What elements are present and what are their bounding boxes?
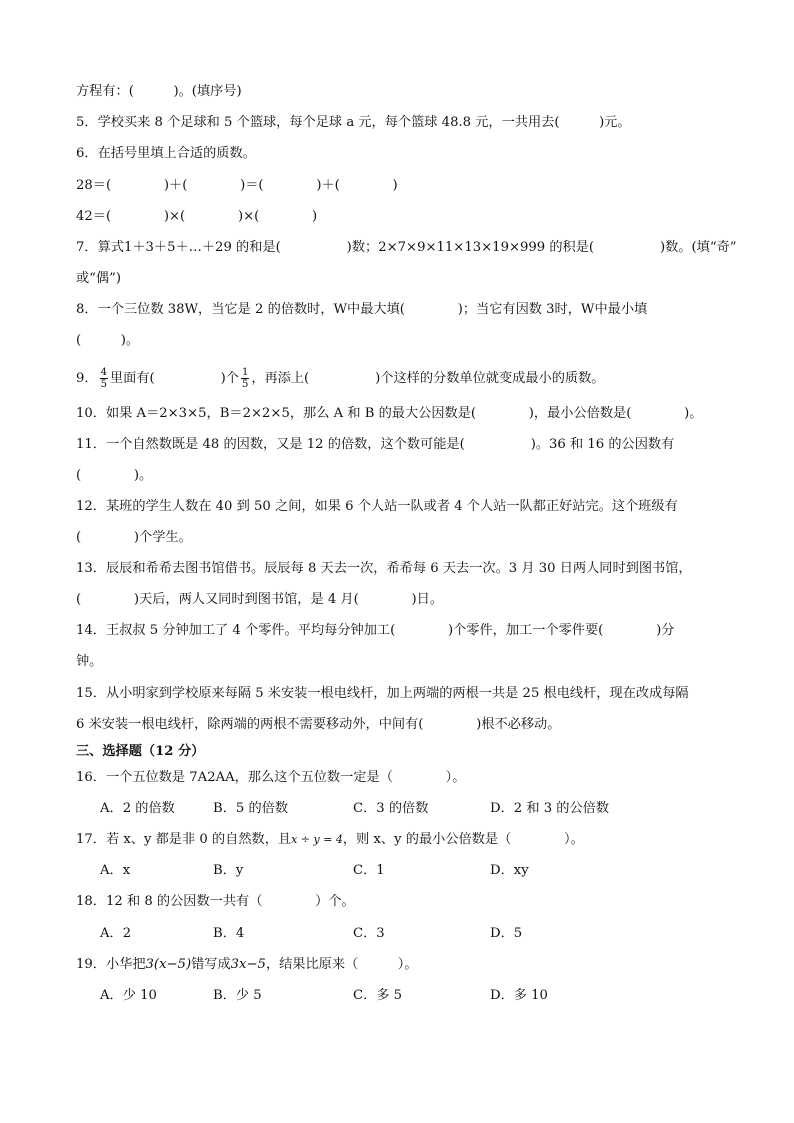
question-19-text-a: 19．小华把	[76, 957, 146, 972]
question-19-text-c: ，结果比原来（ ）。	[265, 957, 418, 972]
question-9	[76, 367, 604, 390]
question-10: 10．如果 A＝2×3×5，B＝2×2×5，那么 A 和 B 的最大公因数是( )，最小公倍数是( )。	[76, 406, 703, 421]
question-17-text-b: ，则 x、y 的最小公倍数是（ ）。	[342, 832, 584, 847]
question-15-cont: 6 米安装一根电线杆，除两端的两根不需要移动外，中间有( )根不必移动。	[76, 717, 561, 732]
q16-option-b: B．5 的倍数	[213, 801, 289, 816]
question-17	[76, 832, 584, 848]
fraction-numerator: 4	[100, 367, 107, 378]
fraction-denominator: 5	[100, 379, 107, 390]
question-17-text-a: 17．若 x、y 都是非 0 的自然数，且	[76, 832, 292, 847]
question-9-text-a: 里面有( )个	[109, 371, 239, 386]
q18-option-b: B．4	[213, 926, 245, 941]
question-14: 14．王叔叔 5 分钟加工了 4 个零件。平均每分钟加工( )个零件，加工一个零件要( )分	[76, 623, 675, 638]
equation-x-div-y: x ÷ y = 4	[291, 833, 343, 846]
question-6-line-42: 42＝( )×( )×( )	[76, 209, 318, 224]
expression-original: 3(x−5)	[145, 957, 192, 972]
question-16: 16．一个五位数是 7A2AA，那么这个五位数一定是（ ）。	[76, 770, 466, 785]
q19-option-b: B．少 5	[213, 988, 262, 1003]
question-5: 5．学校买来 8 个足球和 5 个篮球，每个足球 a 元，每个篮球 48.8 元，一共用去( )元。	[76, 115, 631, 130]
question-7-cont: 或“偶”)	[76, 271, 122, 286]
q17-option-a: A．x	[100, 863, 131, 878]
question-4-tail: 方程有：( )。(填序号)	[76, 84, 242, 99]
question-19	[76, 957, 418, 973]
question-15: 15．从小明家到学校原来每隔 5 米安装一根电线杆，加上两端的两根一共是 25 根电线杆，现在改成每隔	[76, 686, 689, 701]
question-13-cont: ( )天后，两人又同时到图书馆，是 4 月( )日。	[76, 592, 444, 607]
section-title-choice: 三、选择题（12 分）	[76, 744, 205, 759]
question-11-cont: ( )。	[76, 468, 153, 483]
fraction-one-fifth	[241, 367, 249, 390]
q19-option-d: D．多 10	[490, 988, 548, 1003]
question-8-cont: ( )。	[76, 333, 140, 348]
q18-option-a: A．2	[100, 926, 132, 941]
expression-mistaken: 3x−5	[230, 957, 266, 972]
q19-option-a: A．少 10	[100, 988, 157, 1003]
question-12: 12．某班的学生人数在 40 到 50 之间，如果 6 个人站一队或者 4 个人站一队都正好站完。这个班级有	[76, 499, 678, 514]
q17-option-b: B．y	[213, 863, 244, 878]
q17-option-d: D．xy	[490, 863, 529, 878]
question-7: 7．算式1＋3＋5＋…＋29 的和是( )数；2×7×9×11×13×19×999 的积是( )数。(填“奇”	[76, 240, 737, 255]
question-14-cont: 钟。	[76, 654, 103, 669]
q18-option-d: D．5	[490, 926, 523, 941]
question-6-line-28: 28＝( )＋( )＝( )＋( )	[76, 178, 398, 193]
q16-option-a: A．2 的倍数	[100, 801, 175, 816]
q18-option-c: C．3	[353, 926, 385, 941]
question-19-text-b: 错写成	[191, 957, 231, 972]
q16-option-c: C．3 的倍数	[353, 801, 429, 816]
question-8: 8．一个三位数 38W，当它是 2 的倍数时，W中最大填( )；当它有因数 3时，W中最小填	[76, 302, 648, 317]
q19-option-c: C．多 5	[353, 988, 403, 1003]
fraction-denominator: 5	[241, 379, 249, 390]
fraction-numerator: 1	[241, 367, 249, 378]
question-11: 11．一个自然数既是 48 的因数，又是 12 的倍数，这个数可能是( )。36 和 16 的公因数有	[76, 437, 675, 452]
q16-option-d: D．2 和 3 的公倍数	[490, 801, 610, 816]
question-18: 18．12 和 8 的公因数一共有（ ）个。	[76, 894, 355, 909]
q17-option-c: C．1	[353, 863, 385, 878]
fraction-four-fifths	[100, 367, 108, 390]
question-9-number: 9．	[76, 371, 98, 386]
question-12-cont: ( )个学生。	[76, 530, 192, 545]
question-13: 13．辰辰和希希去图书馆借书。辰辰每 8 天去一次，希希每 6 天去一次。3 月 30 日两人同时到图书馆，	[76, 561, 692, 576]
question-9-text-b: ，再添上( )个这样的分数单位就变成最小的质数。	[251, 371, 605, 386]
question-6: 6．在括号里填上合适的质数。	[76, 146, 256, 161]
